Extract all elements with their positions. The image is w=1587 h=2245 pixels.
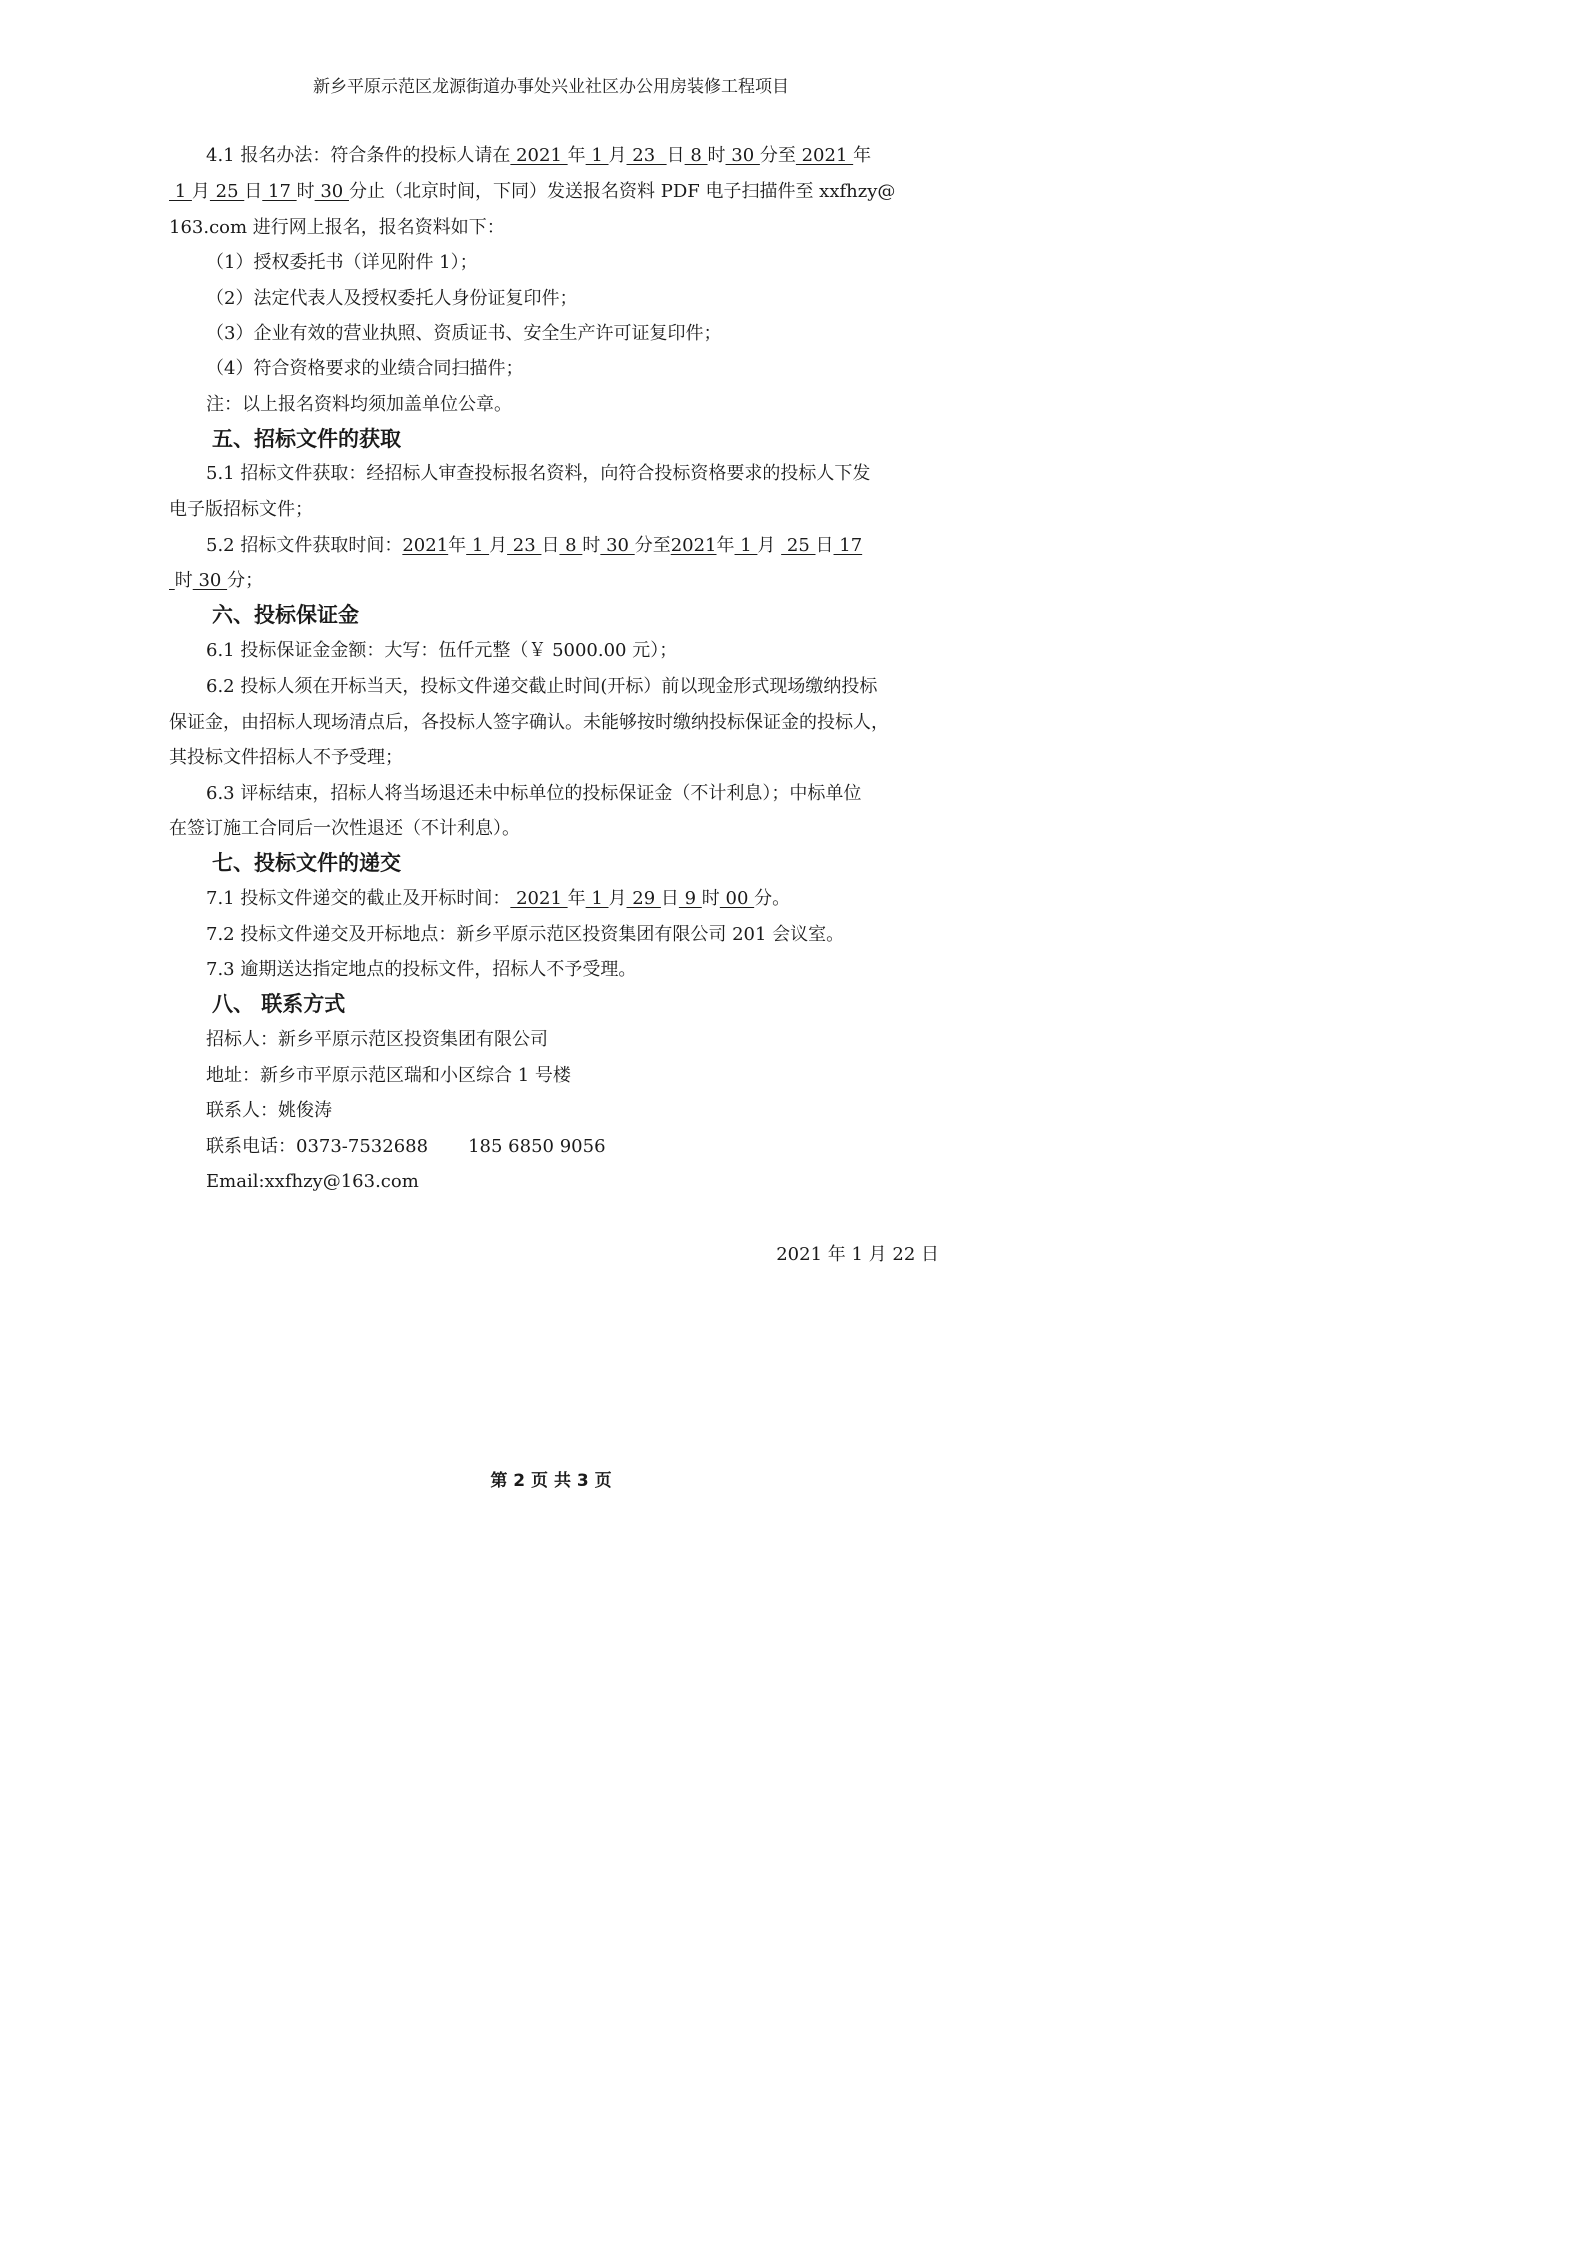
list-item: （4）符合资格要求的业绩合同扫描件；	[206, 358, 524, 379]
list-item: （2）法定代表人及授权委托人身份证复印件；	[206, 288, 578, 309]
paragraph-7-2: 7.2 投标文件递交及开标地点：新乡平原示范区投资集团有限公司 201 会议室。	[206, 924, 845, 945]
paragraph-6-3: 6.3 评标结束，招标人将当场退还未中标单位的投标保证金（不计利息）；中标单位	[206, 783, 862, 804]
list-item: （3）企业有效的营业执照、资质证书、安全生产许可证复印件；	[206, 323, 722, 344]
paragraph-6-1: 6.1 投标保证金金额：大写：伍仟元整（￥ 5000.00 元）；	[206, 640, 678, 661]
list-item: （1）授权委托书（详见附件 1）；	[206, 252, 478, 273]
contact-phone: 联系电话：0373-7532688 185 6850 9056	[206, 1136, 606, 1157]
note: 注：以上报名资料均须加盖单位公章。	[206, 394, 512, 415]
contact-tenderer: 招标人：新乡平原示范区投资集团有限公司	[206, 1029, 548, 1050]
document-date: 2021 年 1 月 22 日	[776, 1244, 939, 1265]
paragraph-4-1-cont: 1 月 25 日 17 时 30 分止（北京时间，下同）发送报名资料 PDF 电子扫描件至 xxfhzy@	[169, 181, 896, 202]
section-heading-5: 五、招标文件的获取	[212, 427, 401, 451]
paragraph-6-2-cont2: 其投标文件招标人不予受理；	[169, 747, 403, 768]
paragraph-5-2-cont: 时 30 分；	[174, 570, 264, 591]
contact-person: 联系人：姚俊涛	[206, 1100, 332, 1121]
paragraph-6-3-cont: 在签订施工合同后一次性退还（不计利息）。	[169, 818, 520, 839]
contact-address: 地址：新乡市平原示范区瑞和小区综合 1 号楼	[206, 1065, 571, 1086]
paragraph-4-1: 4.1 报名办法：符合条件的投标人请在 2021 年 1 月 23 日 8 时 30 分至 2021 年	[206, 145, 872, 166]
paragraph-4-1-cont2: 163.com 进行网上报名，报名资料如下：	[169, 217, 505, 238]
document-header: 新乡平原示范区龙源街道办事处兴业社区办公用房装修工程项目	[313, 77, 789, 97]
section-heading-7: 七、投标文件的递交	[212, 851, 401, 875]
paragraph-7-1: 7.1 投标文件递交的截止及开标时间： 2021 年 1 月 29 日 9 时 00 分。	[206, 888, 791, 909]
paragraph-5-1: 5.1 招标文件获取：经招标人审查投标报名资料，向符合投标资格要求的投标人下发	[206, 463, 871, 484]
contact-email: Email:xxfhzy@163.com	[206, 1171, 419, 1192]
paragraph-6-2: 6.2 投标人须在开标当天，投标文件递交截止时间(开标）前以现金形式现场缴纳投标	[206, 676, 878, 697]
section-heading-6: 六、投标保证金	[212, 603, 359, 627]
paragraph-7-3: 7.3 逾期送达指定地点的投标文件，招标人不予受理。	[206, 959, 637, 980]
section-heading-8: 八、 联系方式	[212, 992, 346, 1016]
paragraph-5-2: 5.2 招标文件获取时间：2021年 1 月 23 日 8 时 30 分至2021年 1 月 25 日 17	[206, 535, 863, 556]
paragraph-6-2-cont: 保证金，由招标人现场清点后，各投标人签字确认。未能够按时缴纳投标保证金的投标人，	[169, 712, 889, 733]
page-number: 第 2 页 共 3 页	[490, 1471, 612, 1491]
paragraph-5-1-cont: 电子版招标文件；	[169, 499, 313, 520]
